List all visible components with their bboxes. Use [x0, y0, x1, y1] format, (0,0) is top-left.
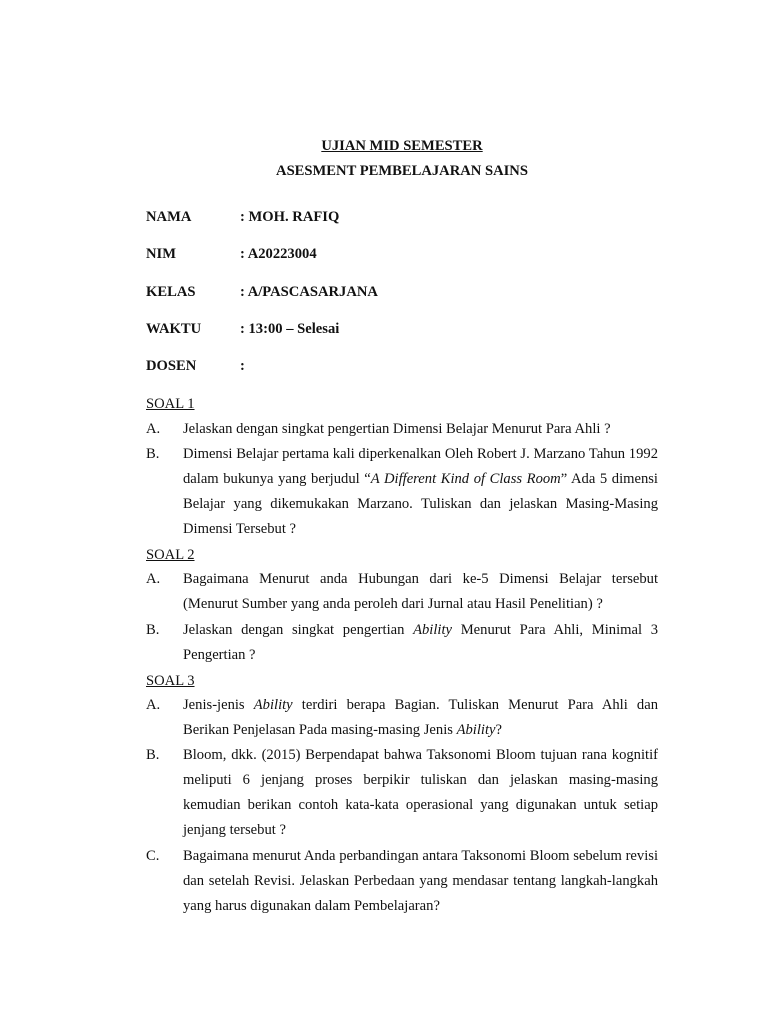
info-value: : — [240, 358, 245, 374]
info-label: WAKTU — [146, 321, 202, 337]
emphasis-term: Ability — [456, 722, 496, 738]
section-heading-soal-1: SOAL 1 — [146, 396, 195, 412]
question-letter: B. — [146, 747, 160, 763]
question-text: Jenis-jenis Ability terdiri berapa Bagian. Tuliskan Menurut Para Ahli dan Berikan Penjelasan Pada masing-masing Jenis Ability? — [183, 697, 658, 738]
question-letter: B. — [146, 446, 160, 462]
question-letter: A. — [146, 697, 161, 713]
info-value: : A20223004 — [240, 246, 317, 262]
question-text: Dimensi Belajar pertama kali diperkenalkan Oleh Robert J. Marzano Tahun 1992 dalam bukunya yang berjudul “A Different Kind of Class Room” Ada 5 dimensi Belajar yang dikemukakan Marzano. Tuliskan dan jelaskan Masing-Masing Dimensi Tersebut ? — [183, 446, 658, 537]
info-label: KELAS — [146, 284, 196, 300]
book-title: A Different Kind of Class Room — [370, 471, 561, 487]
emphasis-term: Ability — [413, 622, 453, 638]
info-value: : 13:00 – Selesai — [240, 321, 340, 337]
document-title: UJIAN MID SEMESTER — [321, 138, 483, 154]
section-heading-soal-2: SOAL 2 — [146, 547, 195, 563]
emphasis-term: Ability — [253, 697, 293, 713]
question-text: Jelaskan dengan singkat pengertian Ability Menurut Para Ahli, Minimal 3 Pengertian ? — [183, 622, 658, 663]
document-subtitle: ASESMENT PEMBELAJARAN SAINS — [276, 163, 528, 179]
question-letter: A. — [146, 571, 161, 587]
question-text: Bloom, dkk. (2015) Berpendapat bahwa Taksonomi Bloom tujuan rana kognitif meliputi 6 jenjang proses berpikir tuliskan dan jelaskan masing-masing kemudian berikan contoh kata-kata operasional yang digunakan untuk setiap jenjang tersebut ? — [183, 747, 658, 838]
question-letter: C. — [146, 848, 160, 864]
question-text: Bagaimana menurut Anda perbandingan antara Taksonomi Bloom sebelum revisi dan setelah Revisi. Jelaskan Perbedaan yang mendasar tentang langkah-langkah yang harus digunakan dalam Pembelajaran? — [183, 848, 658, 914]
question-text: Jelaskan dengan singkat pengertian Dimensi Belajar Menurut Para Ahli ? — [183, 421, 611, 437]
question-text: Bagaimana Menurut anda Hubungan dari ke-5 Dimensi Belajar tersebut (Menurut Sumber yang anda peroleh dari Jurnal atau Hasil Penelitian) ? — [183, 571, 658, 612]
info-label: NAMA — [146, 209, 192, 225]
question-letter: A. — [146, 421, 161, 437]
info-label: NIM — [146, 246, 176, 262]
info-value: : A/PASCASARJANA — [240, 284, 378, 300]
section-heading-soal-3: SOAL 3 — [146, 673, 195, 689]
info-label: DOSEN — [146, 358, 197, 374]
info-value: : MOH. RAFIQ — [240, 209, 340, 225]
question-letter: B. — [146, 622, 160, 638]
